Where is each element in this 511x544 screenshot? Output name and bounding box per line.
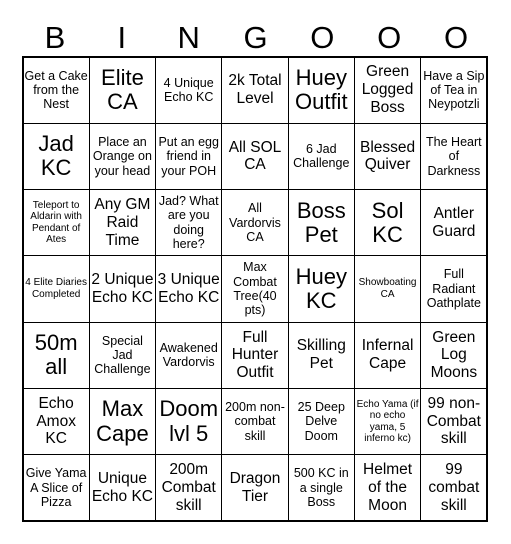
bingo-cell[interactable]: 200m non-combat skill	[221, 388, 288, 455]
bingo-cell[interactable]: Sol KC	[354, 189, 421, 256]
bingo-cell[interactable]: Jad KC	[23, 123, 90, 190]
bingo-cell[interactable]: Echo Yama (if no echo yama, 5 inferno kc)	[354, 388, 421, 455]
header-letter-g: G	[243, 20, 269, 55]
bingo-cell[interactable]: Get a Cake from the Nest	[23, 57, 90, 124]
bingo-cell[interactable]: Have a Sip of Tea in Neypotzli	[420, 57, 487, 124]
bingo-cell[interactable]: Green Logged Boss	[354, 57, 421, 124]
bingo-cell[interactable]: Awakened Vardorvis	[155, 322, 222, 389]
header-letter-o3: O	[444, 20, 470, 55]
bingo-cell[interactable]: Put an egg friend in your POH	[155, 123, 222, 190]
bingo-cell[interactable]: Dragon Tier	[221, 454, 288, 521]
bingo-cell[interactable]: Green Log Moons	[420, 322, 487, 389]
bingo-cell[interactable]: 200m Combat skill	[155, 454, 222, 521]
bingo-cell[interactable]: Echo Amox KC	[23, 388, 90, 455]
bingo-cell[interactable]: 3 Unique Echo KC	[155, 255, 222, 322]
bingo-cell[interactable]: 2k Total Level	[221, 57, 288, 124]
bingo-cell[interactable]: Huey KC	[288, 255, 355, 322]
header-letter-o1: O	[310, 20, 336, 55]
bingo-cell[interactable]: Unique Echo KC	[89, 454, 156, 521]
header-letter-b: B	[44, 20, 67, 55]
bingo-cell[interactable]: 25 Deep Delve Doom	[288, 388, 355, 455]
bingo-cell[interactable]: Elite CA	[89, 57, 156, 124]
bingo-header	[22, 18, 490, 58]
bingo-cell[interactable]: Place an Orange on your head	[89, 123, 156, 190]
bingo-cell[interactable]: 99 non-Combat skill	[420, 388, 487, 455]
bingo-cell[interactable]: Helmet of the Moon	[354, 454, 421, 521]
bingo-cell[interactable]: Full Hunter Outfit	[221, 322, 288, 389]
bingo-cell[interactable]: The Heart of Darkness	[420, 123, 487, 190]
bingo-cell[interactable]: All Vardorvis CA	[221, 189, 288, 256]
bingo-cell[interactable]: All SOL CA	[221, 123, 288, 190]
bingo-cell[interactable]: Doom lvl 5	[155, 388, 222, 455]
bingo-cell[interactable]: Max Cape	[89, 388, 156, 455]
bingo-cell[interactable]: 500 KC in a single Boss	[288, 454, 355, 521]
bingo-grid	[22, 56, 488, 522]
bingo-cell[interactable]: Skilling Pet	[288, 322, 355, 389]
bingo-cell[interactable]: Give Yama A Slice of Pizza	[23, 454, 90, 521]
bingo-cell[interactable]: Teleport to Aldarin with Pendant of Ates	[23, 189, 90, 256]
bingo-cell[interactable]: 4 Elite Diaries Completed	[23, 255, 90, 322]
bingo-cell[interactable]: Infernal Cape	[354, 322, 421, 389]
bingo-cell[interactable]: Blessed Quiver	[354, 123, 421, 190]
header-letter-n: N	[177, 20, 201, 55]
bingo-cell[interactable]: 6 Jad Challenge	[288, 123, 355, 190]
bingo-cell[interactable]: Full Radiant Oathplate	[420, 255, 487, 322]
header-letter-o2: O	[377, 20, 403, 55]
bingo-cell[interactable]: Jad? What are you doing here?	[155, 189, 222, 256]
bingo-cell[interactable]: 2 Unique Echo KC	[89, 255, 156, 322]
bingo-cell[interactable]: Huey Outfit	[288, 57, 355, 124]
bingo-cell[interactable]: Max Combat Tree(40 pts)	[221, 255, 288, 322]
bingo-cell[interactable]: 4 Unique Echo KC	[155, 57, 222, 124]
bingo-cell[interactable]: Boss Pet	[288, 189, 355, 256]
bingo-cell[interactable]: Antler Guard	[420, 189, 487, 256]
bingo-cell[interactable]: Any GM Raid Time	[89, 189, 156, 256]
bingo-cell[interactable]: 50m all	[23, 322, 90, 389]
bingo-cell[interactable]: Showboating CA	[354, 255, 421, 322]
bingo-cell[interactable]: Special Jad Challenge	[89, 322, 156, 389]
bingo-cell[interactable]: 99 combat skill	[420, 454, 487, 521]
header-letter-i: I	[117, 20, 128, 55]
